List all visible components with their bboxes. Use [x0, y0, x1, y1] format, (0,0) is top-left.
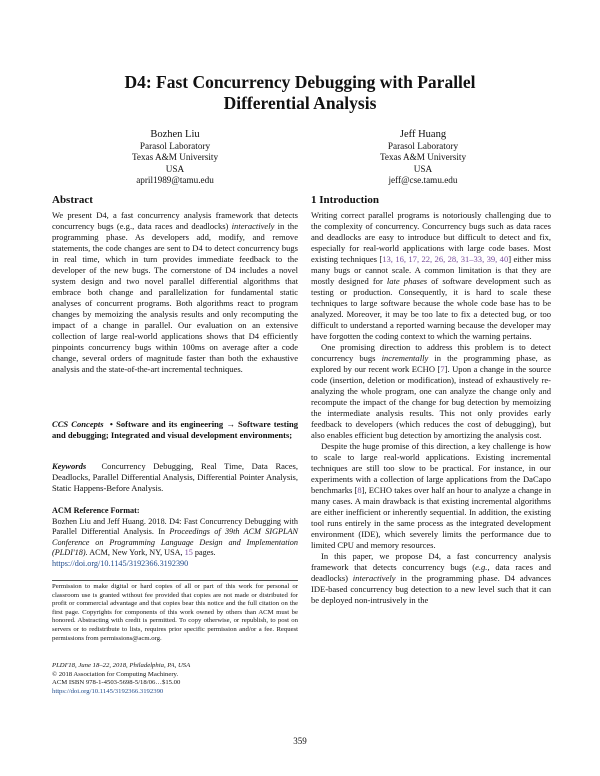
keywords [52, 461, 298, 494]
author-country: USA [413, 163, 433, 174]
author-name: Bozhen Liu [150, 129, 200, 140]
reference-heading: ACM Reference Format: [52, 506, 140, 515]
page-number: 359 [293, 736, 307, 746]
author-university: Texas A&M University [131, 152, 219, 163]
intro-paragraph-4: In this paper, we propose D4, a fast concurrency analysis framework that detects concurrency bugs (e.g., data races and deadlocks) interactively in the programming phase. D4 advances IDE-based concurrency bug detection to a new level such that it can be deployed non-intrusively in the [311, 551, 552, 605]
permission-doi-link[interactable]: https://doi.org/10.1145/3192366.3192390 [52, 687, 164, 695]
author-block-2 [323, 128, 523, 186]
introduction-body [311, 210, 551, 606]
keywords-label: Keywords [52, 461, 87, 471]
author-email: jeff@cse.tamu.edu [388, 174, 458, 185]
permission-footer [52, 662, 298, 696]
author-affiliation: Parasol Laboratory [139, 141, 211, 151]
author-affiliation: Parasol Laboratory [387, 141, 459, 151]
keywords-text: Concurrency Debugging, Real Time, Data Races, Deadlocks, Parallel Differential Analysis, Differential Pointer Analysis, Static Happens-Before Analysis. [52, 461, 298, 493]
footnote-rule [52, 580, 298, 581]
ccs-text: • Software and its engineering → Software testing and debugging; Integrated and visual development environments; [52, 419, 298, 440]
copyright-line: © 2018 Association for Computing Machinery. [52, 670, 179, 678]
intro-paragraph-3: Despite the huge promise of this direction, a key challenge is how to scale to large real-world applications. Existing incremental techniques are still too slow to be practical. For instance, in our experiments with a collection of large applications from the DaCapo benchmarks [8], ECHO takes over half an hour to analyze a change in many cases. A main drawback is that existing incremental algorithms are either inefficient or inherently sequential. In addition, the existing tool runs entirely in the same process as the integrated development environment (IDE), which severely limits the performance due to limited CPU and memory resources. [311, 441, 551, 550]
isbn-line: ACM ISBN 978-1-4503-5698-5/18/06…$15.00 [52, 679, 181, 687]
author-country: USA [165, 163, 185, 174]
paper-title-line-1: D4: Fast Concurrency Debugging with Parallel [124, 72, 476, 92]
reference-doi-link[interactable]: https://doi.org/10.1145/3192366.3192390 [52, 558, 189, 568]
intro-paragraph-1: Writing correct parallel programs is notoriously challenging due to the complexity of concurrency. Concurrency bugs such as data races and deadlocks are easy to introduce but difficult to detect and fix, especially for real-world applications with large code bases. Most existing techniques [13, 16, 17, 22, 26, 28, 31–33, 39, 40] either miss many bugs or cannot scale. A common limitation is that they are mostly designed for late phases of software development such as testing or production. Consequently, it is hard to scale these techniques to large software because the whole code base has to be analyzed. Moreover, it may be too late to fix a detected bug, or too difficult to understand a reported warning because the developer may have forgotten the coding context to which the warning pertains. [311, 210, 551, 341]
permission-notice: Permission to make digital or hard copies of all or part of this work for personal or classroom use is granted without fee provided that copies are not made or distributed for profit or commercial advantage and that copies bear this notice and the full citation on the first page. Copyrights for components of this work owned by others than ACM must be honored. Abstracting with credit is permitted. To copy otherwise, or republish, to post on servers or to redistribute to lists, requires prior specific permission and/or a fee. Request permissions from permissions@acm.org. [52, 583, 298, 642]
paper-title-line-2: Differential Analysis [223, 93, 377, 113]
author-block-1 [75, 128, 275, 186]
author-name: Jeff Huang [399, 129, 447, 140]
acm-reference: ACM Reference Format: Bozhen Liu and Jeff Huang. 2018. D4: Fast Concurrency Debugging with Parallel Differential Analysis. In Proceedings of 39th ACM SIGPLAN Conference on Programming Language Design and Implementation (PLDI'18). ACM, New York, NY, USA, 15 pages. https://doi.org/10.1145/3192366.3192390 [52, 506, 298, 568]
author-email: april1989@tamu.edu [136, 174, 214, 185]
abstract-body: We present D4, a fast concurrency analysis framework that detects concurrency bugs (e.g., data races and deadlocks) interactively in the programming phase. As developers add, modify, and remove statements, the code changes are sent to D4 to detect concurrency bugs in real time, which in turn provides immediate feedback to the developer of the new bugs. The cornerstone of D4 includes a novel system design and two novel parallel differential algorithms that embrace both change and parallelization for fundamental static analyses of concurrent programs. Both algorithms react to program changes by memoizing the analysis results and only recomputing the impact of a change in parallel. Our evaluation on an extensive collection of large real-world applications shows that D4 efficiently pinpoints concurrency bugs within 100ms on average after a code change, several orders of magnitude faster than both the exhaustive analysis and the state-of-the-art incremental techniques. [52, 210, 299, 374]
ccs-concepts [52, 419, 298, 441]
ccs-label: CCS Concepts [52, 419, 104, 429]
abstract-heading: Abstract [52, 194, 93, 206]
author-university: Texas A&M University [379, 152, 467, 163]
conference-line: PLDI'18, June 18–22, 2018, Philadelphia, PA, USA [52, 662, 191, 669]
introduction-heading: 1 Introduction [311, 194, 379, 206]
intro-paragraph-2: One promising direction to address this problem is to detect concurrency bugs incrementally in the programming phase, as explored by our recent work ECHO [7]. Upon a change in the source code (insertion, deletion or modification), instead of exhaustively re-analyzing the whole program, one can analyze the change only and recompute the impact of the change for bug detection by memoizing the intermediate analysis results. This not only provides early feedback to developers (which reduces the cost of debugging), but also enables efficient bug detection by amortizing the analysis cost. [311, 342, 551, 440]
